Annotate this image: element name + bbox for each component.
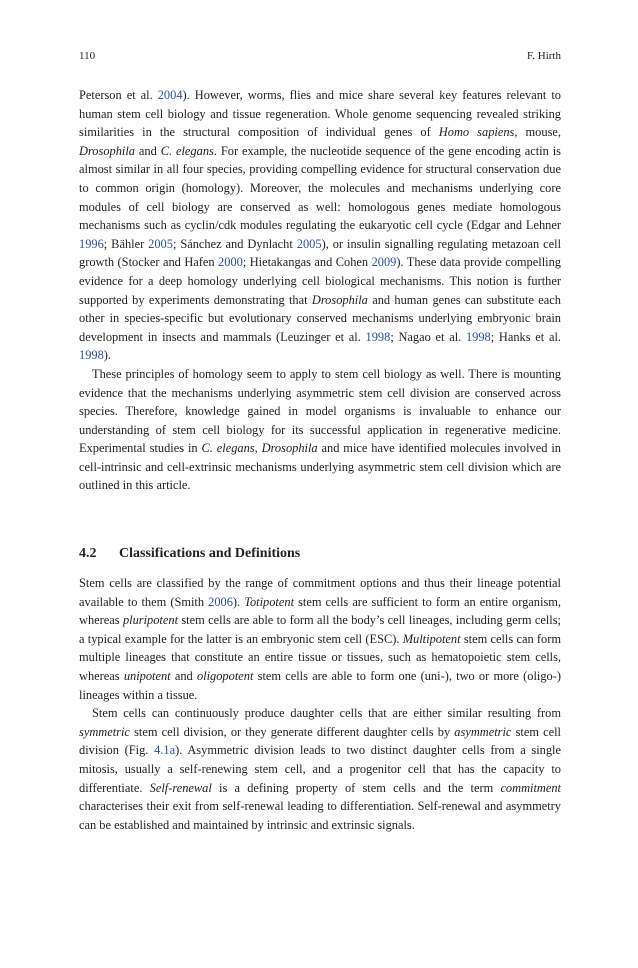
text-run: stem cells can form multiple lineages that constitute an entire tissue or tissues, such as hematopoietic stem cells, whereas <box>79 631 561 683</box>
italic-term: commitment <box>500 780 561 795</box>
citation-link[interactable]: 2004 <box>157 88 183 102</box>
italic-term: Totipotent <box>244 594 295 609</box>
citation-link[interactable]: 2006 <box>208 594 233 609</box>
paragraph <box>79 365 561 495</box>
italic-term: Homo sapiens <box>438 125 515 140</box>
paragraph <box>79 704 561 834</box>
text-run: stem cell division (Fig. <box>79 724 561 758</box>
section-heading <box>79 545 561 563</box>
text-run: ; Sánchez and Dynlacht <box>172 236 297 251</box>
citation-link[interactable]: 2000 <box>218 255 243 270</box>
text-run: stem cells are able to form all the body’s cell lineages, including germ cells; a typical example for the latter is an embryonic stem cell (ESC). <box>79 613 561 646</box>
page-number: 110 <box>79 50 96 62</box>
citation-link[interactable]: 4.1a <box>154 743 176 758</box>
section-title: Classifications and Definitions <box>119 546 301 561</box>
text-run: ), or insulin signalling regulating metazoan cell growth (Stocker and Hafen <box>79 236 562 270</box>
text-run: stem cells are able to form one (uni-), two or more (oligo-) lineages within a tissue. <box>79 668 561 702</box>
italic-term: C. elegans <box>201 441 255 456</box>
citation-link[interactable]: 1998 <box>365 329 391 344</box>
citation-link[interactable]: 1998 <box>79 348 104 363</box>
citation-link[interactable]: 2009 <box>371 255 397 270</box>
text-run: is a defining property of stem cells and the term <box>211 780 501 795</box>
citation-link[interactable]: 1998 <box>465 329 491 344</box>
text-run: characterises their exit from self-renewal leading to differentiation. Self-renewal and asymmetry can be established and maintained by intrinsic and extrinsic signals. <box>79 799 561 832</box>
italic-term: Multipotent <box>402 631 461 646</box>
section-number: 4.2 <box>79 546 97 561</box>
text-run: stem cells are sufficient to form an entire organism, whereas <box>79 594 561 628</box>
paragraph <box>79 86 561 365</box>
italic-term: asymmetric <box>454 724 512 739</box>
text-run: ; Nagao et al. <box>390 329 466 344</box>
text-run: ; Hietakangas and Cohen <box>242 255 372 270</box>
paragraph <box>79 574 561 704</box>
page-header <box>79 48 561 64</box>
italic-term: C. elegans <box>160 143 214 158</box>
italic-term: pluripotent <box>122 613 179 628</box>
citation-link[interactable]: 1996 <box>79 236 104 251</box>
text-run: and <box>135 143 161 158</box>
text-run: and <box>170 668 197 683</box>
text-run: . For example, the nucleotide sequence of the gene encoding actin is almost similar in all four species, providing compelling evidence for structural conservation due to common origin (homology). Moreover, the molecules and mechanisms underlying core modules of cell biology are conserved as well: homologous genes mediate homologous mechanisms such as cyclin/cdk modules regulating the eukaryotic cell cycle (Edgar and Lehner <box>79 143 561 233</box>
text-run: , <box>254 441 262 456</box>
section-intro-text <box>79 86 561 495</box>
text-run: , mouse, <box>514 125 561 140</box>
text-run: ). Asymmetric division leads to two distinct daughter cells from a single mitosis, usually a self-renewing stem cell, and a progenitor cell that has the capacity to differentiate. <box>79 743 561 795</box>
text-run: ). These data provide compelling evidence for a deep homology underlying cell biological mechanisms. This notion is further supported by experiments demonstrating that <box>79 255 561 307</box>
text-run: These principles of homology seem to apply to stem cell biology as well. There is mounting evidence that the mechanisms underlying asymmetric stem cell division are conserved across species. Therefore, knowledge gained in model organisms is invaluable to enhance our understanding of stem cell biology for its successful application in regenerative medicine. Experimental studies in <box>79 366 561 456</box>
italic-term: oligopotent <box>196 668 254 683</box>
citation-link[interactable]: 2005 <box>296 236 322 251</box>
text-run: stem cell division, or they generate different daughter cells by <box>129 724 455 739</box>
italic-term: Drosophila <box>79 143 135 158</box>
text-run: Stem cells are classified by the range of commitment options and thus their lineage potential available to them (Smith <box>79 576 561 609</box>
text-run: ). <box>103 348 112 363</box>
running-head: F. Hirth <box>527 50 561 62</box>
text-run: and mice have identified molecules involved in cell-intrinsic and cell-extrinsic mechanisms underlying asymmetric stem cell division which are outlined in this article. <box>79 441 561 493</box>
italic-term: Self-renewal <box>149 780 212 795</box>
italic-term: unipotent <box>123 668 171 683</box>
section-body-text <box>79 574 561 834</box>
italic-term: Drosophila <box>311 292 368 307</box>
citation-link[interactable]: 2005 <box>148 236 173 251</box>
text-run: ). <box>232 594 245 609</box>
text-run: ; Bähler <box>103 236 149 251</box>
text-run: ; Hanks et al. <box>490 329 561 344</box>
text-run: ). However, worms, flies and mice share several key features relevant to human stem cell biology and tissue regeneration. Whole genome sequencing revealed striking similarities in the structural composition of individual genes of <box>79 88 562 140</box>
text-run: Stem cells can continuously produce daughter cells that are either similar resulting from <box>92 706 561 721</box>
italic-term: symmetric <box>79 724 130 739</box>
text-run: Peterson et al. <box>79 88 158 102</box>
italic-term: Drosophila <box>261 441 318 456</box>
text-run: and human genes can substitute each other in species-specific but evolutionary conserved mechanisms underlying embryonic brain development in insects and mammals (Leuzinger et al. <box>79 292 561 344</box>
